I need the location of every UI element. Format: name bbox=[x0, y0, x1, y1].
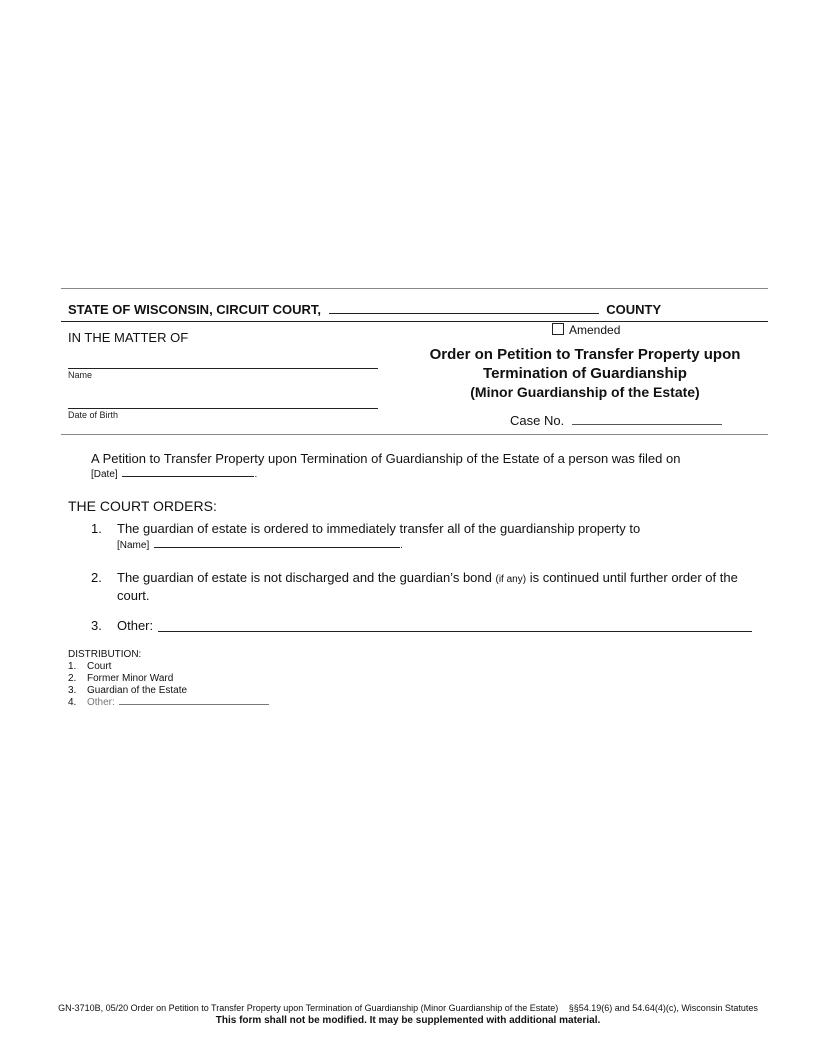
order-item-2-text bbox=[117, 570, 767, 604]
order-item-2-if-any: (if any) bbox=[495, 574, 527, 585]
footer-form-id: GN-3710B, 05/20 Order on Petition to Transfer Property upon Termination of Guardianship (Minor Guardianship of the Estate) bbox=[58, 1003, 559, 1013]
name-line[interactable] bbox=[68, 368, 378, 369]
distribution-item: 3. Guardian of the Estate bbox=[68, 685, 188, 696]
name-bracket-label: [Name] bbox=[117, 540, 150, 551]
case-number bbox=[510, 413, 722, 428]
court-orders-heading: THE COURT ORDERS: bbox=[68, 498, 217, 514]
order-item-1-text: The guardian of estate is ordered to immediately transfer all of the guardianship property to bbox=[117, 521, 641, 536]
order-item-3-num: 3. bbox=[91, 618, 102, 633]
form-subtitle: (Minor Guardianship of the Estate) bbox=[470, 384, 700, 400]
date-field[interactable] bbox=[122, 476, 254, 477]
order-item-3-label: Other: bbox=[117, 618, 154, 633]
name-label: Name bbox=[68, 370, 93, 380]
petition-paragraph: A Petition to Transfer Property upon Termination of Guardianship of the Estate of a person was filed on bbox=[91, 451, 681, 466]
distribution-other-field[interactable] bbox=[119, 704, 269, 705]
petition-date: [Date] . bbox=[91, 469, 258, 480]
footer-form-info bbox=[0, 1003, 816, 1013]
top-rule bbox=[61, 288, 768, 289]
order-item-2-text-a: The guardian of estate is not discharged and the guardian’s bond bbox=[117, 570, 492, 585]
case-no-field[interactable] bbox=[572, 424, 722, 425]
amended-option[interactable] bbox=[552, 323, 620, 337]
order-item-1-num: 1. bbox=[91, 521, 102, 536]
order-item-1-name: [Name] . bbox=[117, 540, 403, 551]
form-title bbox=[400, 345, 770, 383]
title-line-1: Order on Petition to Transfer Property upon bbox=[429, 346, 741, 363]
order-item-2-text-b: is continued until further order of the bbox=[529, 570, 738, 585]
distribution-list bbox=[68, 661, 269, 709]
amended-label: Amended bbox=[569, 323, 621, 337]
in-matter-of: IN THE MATTER OF bbox=[68, 330, 189, 345]
distribution-item: 2. Former Minor Ward bbox=[68, 673, 174, 684]
county-label: COUNTY bbox=[606, 302, 662, 317]
amended-checkbox[interactable] bbox=[552, 323, 564, 335]
order-item-2-num: 2. bbox=[91, 570, 102, 585]
distribution-heading: DISTRIBUTION: bbox=[68, 649, 142, 660]
order-item-2-text-c: court. bbox=[117, 588, 150, 603]
caption-rule bbox=[61, 434, 768, 435]
case-no-label: Case No. bbox=[510, 413, 565, 428]
title-line-2: Termination of Guardianship bbox=[483, 365, 687, 382]
footer-statutes: §§54.19(6) and 54.64(4)(c), Wisconsin Statutes bbox=[568, 1003, 758, 1013]
footer-notice: This form shall not be modified. It may be supplemented with additional material. bbox=[215, 1015, 601, 1026]
date-label: [Date] bbox=[91, 469, 118, 480]
state-court-label: STATE OF WISCONSIN, CIRCUIT COURT, bbox=[68, 302, 322, 317]
header-rule bbox=[61, 321, 768, 322]
dob-label: Date of Birth bbox=[68, 410, 119, 420]
distribution-item: 1. Court bbox=[68, 661, 112, 672]
county-field[interactable] bbox=[329, 313, 599, 314]
distribution-item: 4. Other: bbox=[68, 697, 269, 709]
dob-line[interactable] bbox=[68, 408, 378, 409]
other-order-field[interactable] bbox=[158, 631, 752, 632]
court-header bbox=[68, 302, 661, 317]
transfer-to-name-field[interactable] bbox=[154, 547, 400, 548]
